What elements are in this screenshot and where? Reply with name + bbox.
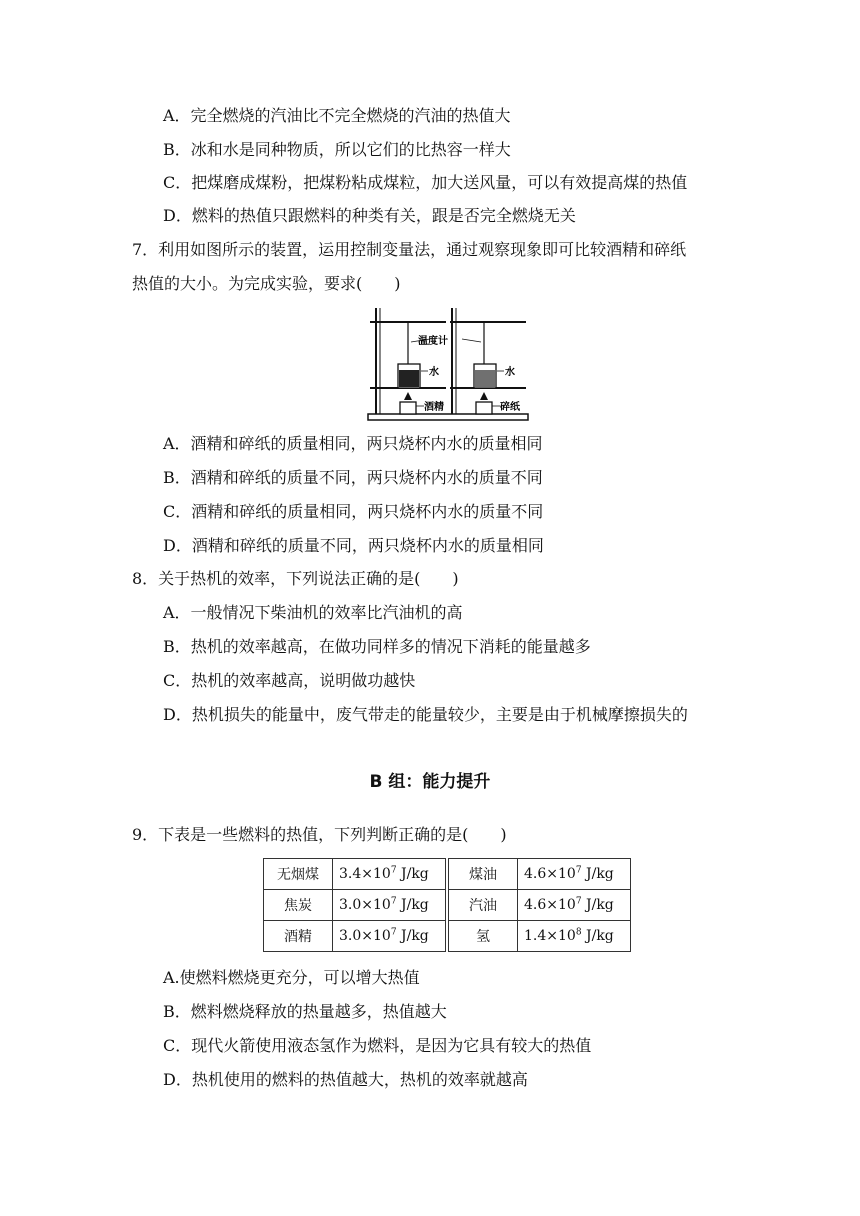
q9-option-c: C．现代火箭使用液态氢作为燃料，是因为它具有较大的热值 bbox=[163, 1036, 592, 1055]
heat-value: $3.0\times 10^7$ J/kg bbox=[333, 890, 446, 921]
q7-option-c: C．酒精和碎纸的质量相同，两只烧杯内水的质量不同 bbox=[163, 502, 544, 521]
fuel-name: 无烟煤 bbox=[264, 859, 333, 890]
fuel-name: 煤油 bbox=[449, 859, 518, 890]
q6-option-d: D．燃料的热值只跟燃料的种类有关，跟是否完全燃烧无关 bbox=[163, 206, 576, 225]
fuel-name: 焦炭 bbox=[264, 890, 333, 921]
fuel-name: 汽油 bbox=[449, 890, 518, 921]
experiment-apparatus-figure bbox=[366, 304, 530, 426]
label-water-right: 水 bbox=[505, 367, 515, 378]
q7-option-b: B．酒精和碎纸的质量不同，两只烧杯内水的质量不同 bbox=[163, 468, 543, 487]
q9-option-b: B．燃料燃烧释放的热量越多，热值越大 bbox=[163, 1002, 447, 1021]
q8-option-c: C．热机的效率越高，说明做功越快 bbox=[163, 671, 416, 690]
q8-option-a: A．一般情况下柴油机的效率比汽油机的高 bbox=[163, 603, 463, 622]
q9-option-a: A.使燃料燃烧更充分，可以增大热值 bbox=[163, 968, 420, 987]
fuel-name: 酒精 bbox=[264, 921, 333, 952]
heat-value: $1.4\times 10^8$ J/kg bbox=[518, 921, 631, 952]
label-thermometer: 温度计 bbox=[418, 336, 448, 347]
q9-option-d: D．热机使用的燃料的热值越大，热机的效率就越高 bbox=[163, 1070, 528, 1089]
q6-option-b: B．冰和水是同种物质，所以它们的比热容一样大 bbox=[163, 140, 511, 159]
q7-option-d: D．酒精和碎纸的质量不同，两只烧杯内水的质量相同 bbox=[163, 536, 544, 555]
q7-stem-line1: 7．利用如图所示的装置，运用控制变量法，通过观察现象即可比较酒精和碎纸 bbox=[132, 240, 687, 259]
q8-option-b: B．热机的效率越高，在做功同样多的情况下消耗的能量越多 bbox=[163, 637, 591, 656]
q8-stem: 8．关于热机的效率，下列说法正确的是( ) bbox=[132, 569, 459, 588]
heat-value: $3.4\times 10^7$ J/kg bbox=[333, 859, 446, 890]
q8-option-d: D．热机损失的能量中，废气带走的能量较少，主要是由于机械摩擦损失的 bbox=[163, 705, 688, 724]
heat-value: $4.6\times 10^7$ J/kg bbox=[518, 859, 631, 890]
label-water-left: 水 bbox=[429, 367, 439, 378]
q6-option-c: C．把煤磨成煤粉，把煤粉粘成煤粒，加大送风量，可以有效提高煤的热值 bbox=[163, 173, 688, 192]
q9-stem: 9．下表是一些燃料的热值，下列判断正确的是( ) bbox=[132, 825, 507, 844]
section-b-heading: B 组：能力提升 bbox=[369, 772, 491, 792]
table-row bbox=[264, 921, 631, 952]
table-row bbox=[264, 890, 631, 921]
fuel-name: 氢 bbox=[449, 921, 518, 952]
heat-value: $3.0\times 10^7$ J/kg bbox=[333, 921, 446, 952]
table-row bbox=[264, 859, 631, 890]
q7-option-a: A．酒精和碎纸的质量相同，两只烧杯内水的质量相同 bbox=[163, 434, 543, 453]
label-alcohol: 酒精 bbox=[424, 402, 444, 413]
heat-value: $4.6\times 10^7$ J/kg bbox=[518, 890, 631, 921]
q6-option-a: A．完全燃烧的汽油比不完全燃烧的汽油的热值大 bbox=[163, 106, 511, 125]
fuel-heat-value-table bbox=[263, 858, 631, 952]
q7-stem-line2: 热值的大小。为完成实验，要求( ) bbox=[132, 274, 401, 293]
label-paper: 碎纸 bbox=[500, 402, 520, 413]
